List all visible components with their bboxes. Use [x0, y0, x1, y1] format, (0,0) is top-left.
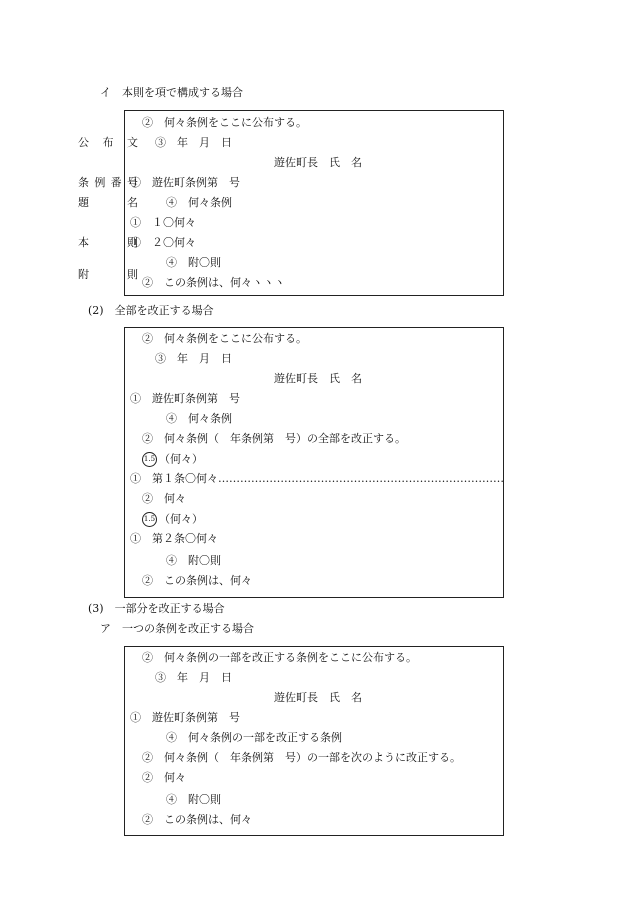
heading-2: (2) 全部を改正する場合: [88, 304, 214, 317]
box1-line: ① 遊佐町条例第 号: [130, 176, 240, 189]
label-honsoku: 本則: [78, 236, 138, 249]
label-kofubun: 公布文: [78, 136, 138, 149]
box1-line: ① １〇何々: [130, 216, 196, 229]
box3-line: ④ 何々条例の一部を改正する条例: [166, 731, 342, 744]
box1-line: 遊佐町長 氏 名: [274, 156, 362, 169]
circled-mark: 1.5: [142, 452, 157, 467]
label-daimei: 題名: [78, 196, 138, 209]
box3-line: 遊佐町長 氏 名: [274, 691, 362, 704]
heading-i: イ 本則を項で構成する場合: [100, 86, 243, 99]
box3-line: ② 何々条例（ 年条例第 号）の一部を次のように改正する。: [142, 751, 461, 764]
box2-line: 遊佐町長 氏 名: [274, 372, 362, 385]
box2-line: ③ 年 月 日: [155, 352, 232, 365]
box1-line: ② この条例は、何々ヽヽヽ: [142, 276, 285, 289]
box2-line: ① 第２条〇何々: [130, 532, 218, 545]
box2-line: ① 第１条〇何々……………………………………………………………………: [130, 472, 504, 485]
box2-line: ④ 附〇則: [166, 554, 221, 567]
label-jorei-bango: 条例番号: [78, 176, 138, 189]
box1-line: ② 何々条例をここに公布する。: [142, 116, 307, 129]
box3-line: ④ 附〇則: [166, 793, 221, 806]
box1-line: ④ 附〇則: [166, 256, 221, 269]
box3-line: ② 何々条例の一部を改正する条例をここに公布する。: [142, 651, 417, 664]
box2-line: ② 何々条例をここに公布する。: [142, 332, 307, 345]
box3-line: ② 何々: [142, 771, 186, 784]
box1-line: ① ２〇何々: [130, 236, 196, 249]
box2-line: ② この条例は、何々: [142, 574, 252, 587]
box2-line: ② 何々条例（ 年条例第 号）の全部を改正する。: [142, 432, 406, 445]
box3-line: ③ 年 月 日: [155, 671, 232, 684]
box1-line: ④ 何々条例: [166, 196, 232, 209]
heading-3: (3) 一部分を改正する場合: [88, 602, 225, 615]
box2-line: 1.5 （何々）: [143, 512, 203, 526]
box3-line: ② この条例は、何々: [142, 813, 252, 826]
box2-line: 1.5 （何々）: [143, 452, 203, 466]
circled-mark: 1.5: [142, 512, 157, 527]
box1-line: ③ 年 月 日: [155, 136, 232, 149]
box3-line: ① 遊佐町条例第 号: [130, 711, 240, 724]
box2-line: ① 遊佐町条例第 号: [130, 392, 240, 405]
box2-line: ② 何々: [142, 492, 186, 505]
heading-a: ア 一つの条例を改正する場合: [100, 622, 254, 635]
box2-line: ④ 何々条例: [166, 412, 232, 425]
label-fusoku: 附則: [78, 268, 138, 281]
